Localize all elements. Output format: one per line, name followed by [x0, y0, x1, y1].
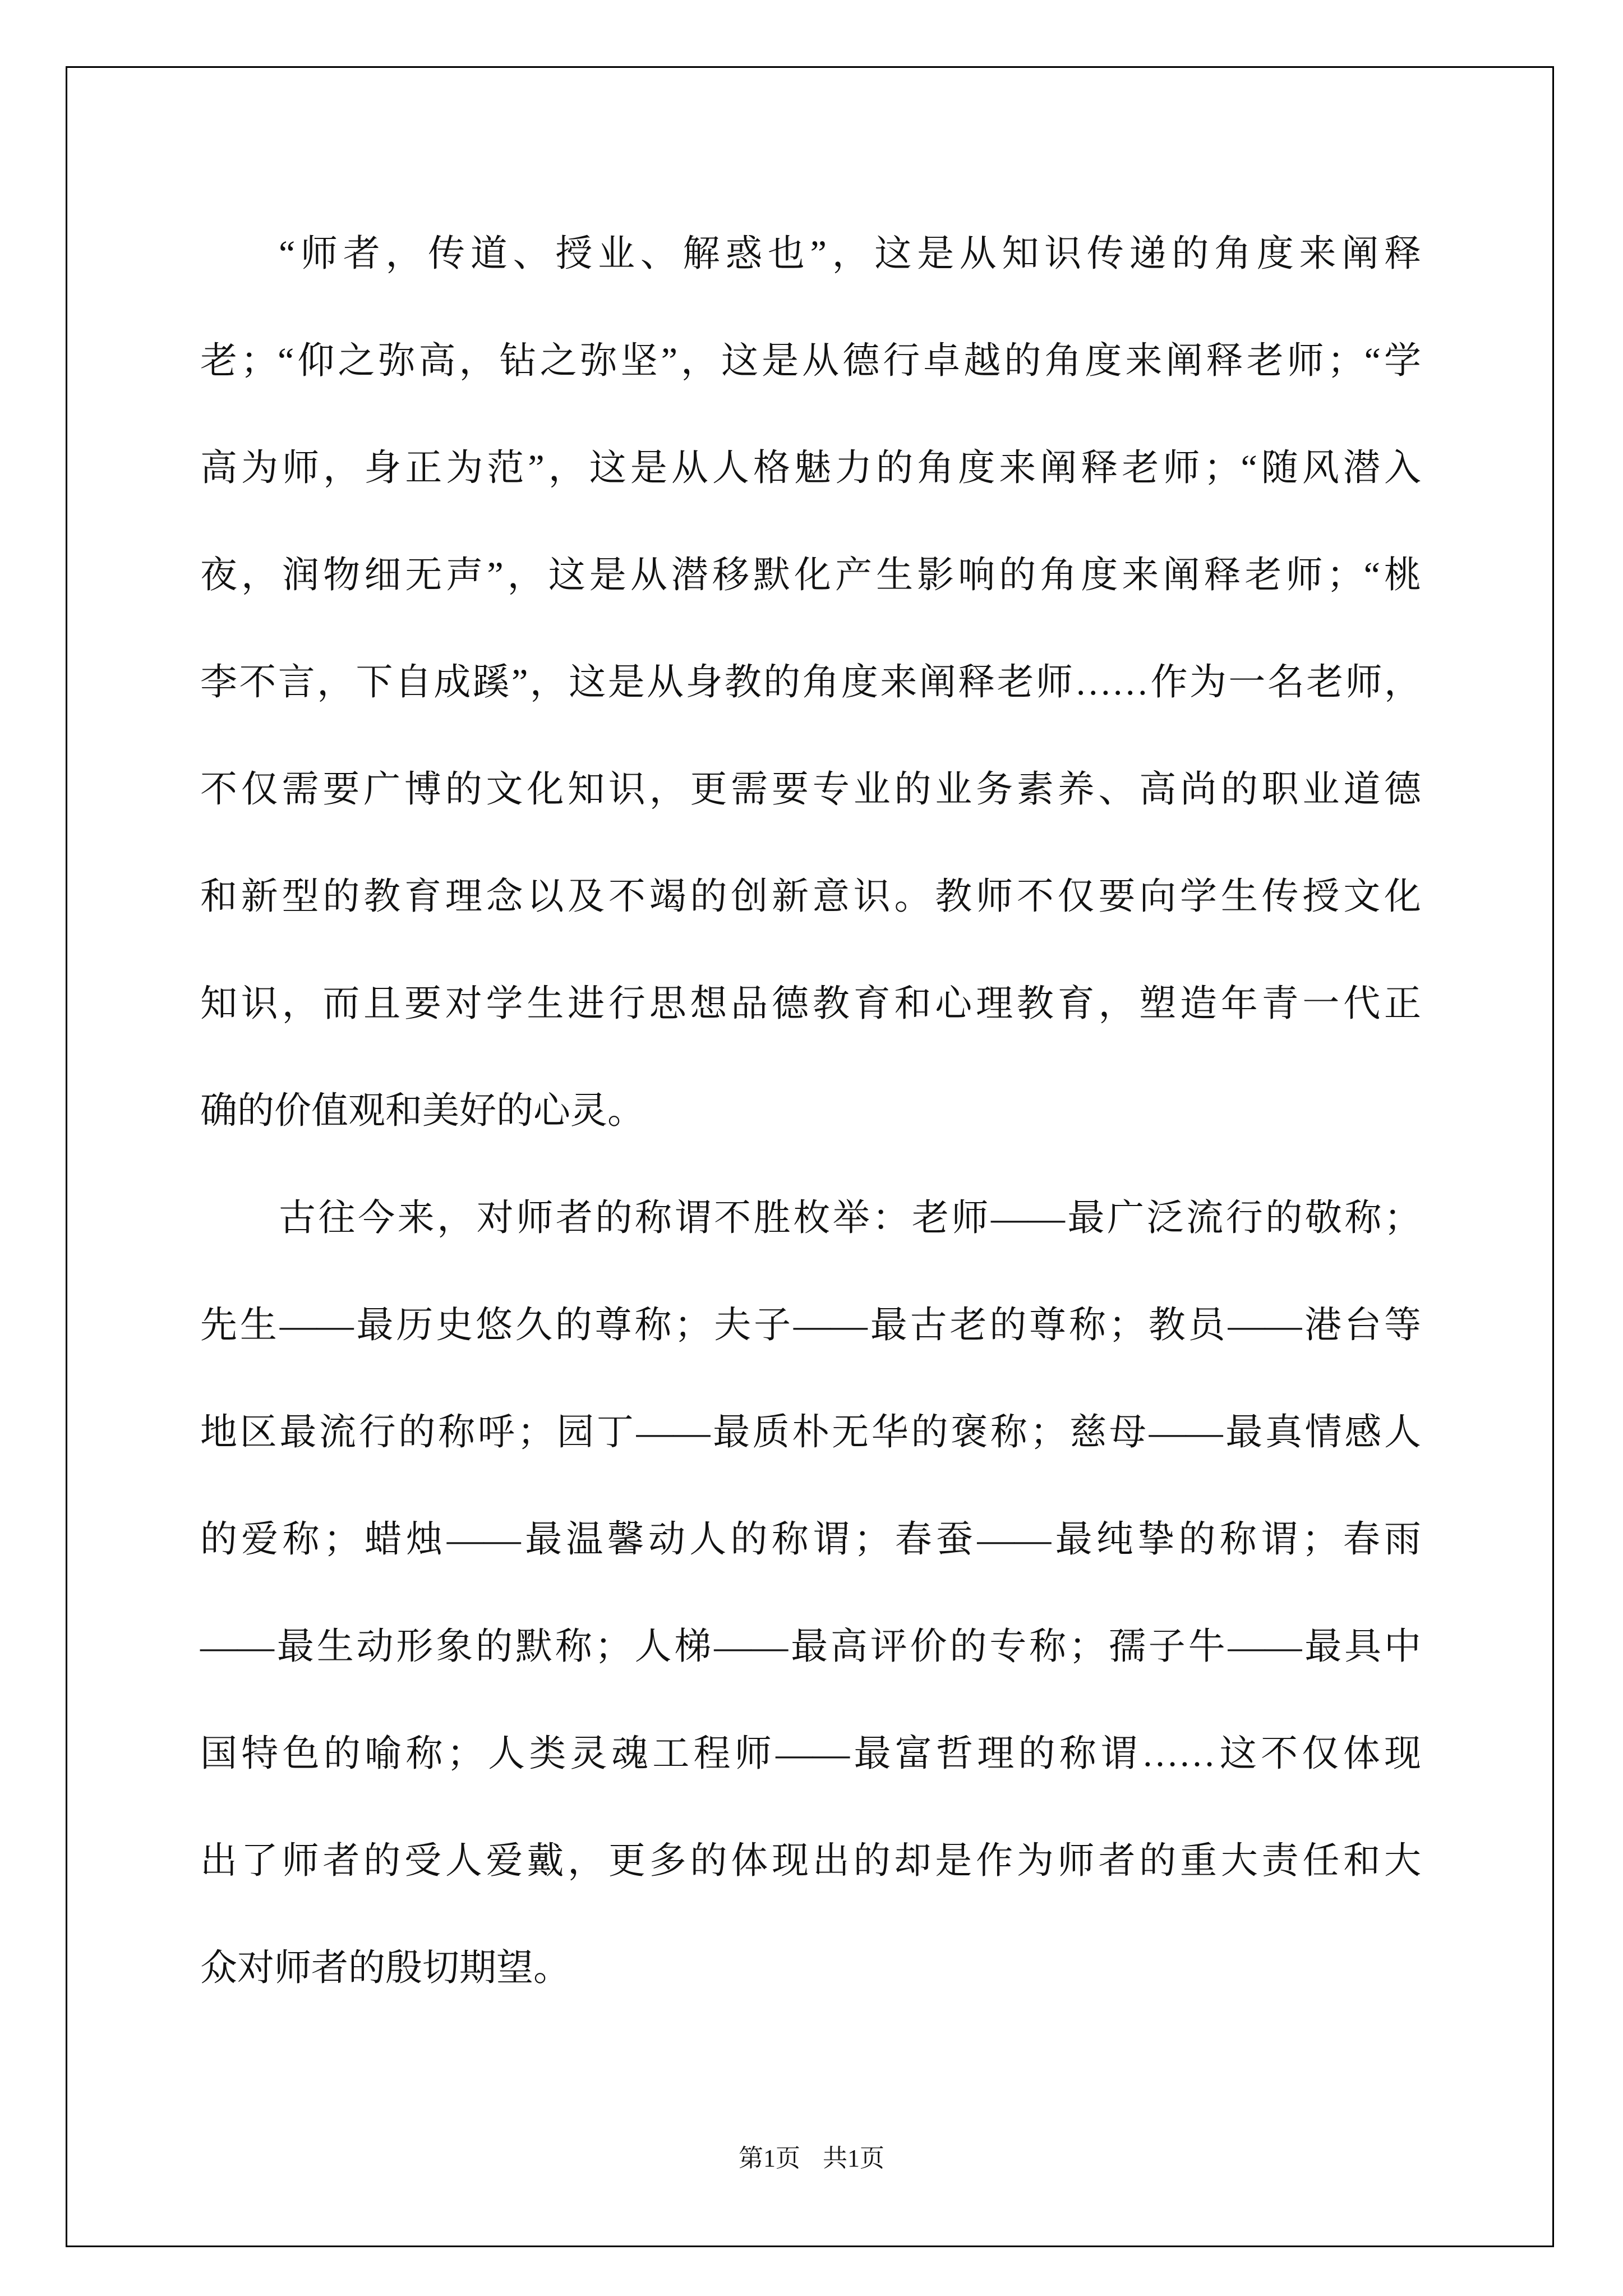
- text-line: 不仅需要广博的文化知识，更需要专业的业务素养、高尚的职业道德: [200, 769, 1421, 810]
- text-line: 老；“仰之弥高，钻之弥坚”，这是从德行卓越的角度来阐释老师；“学: [200, 341, 1421, 381]
- paragraph: [200, 200, 1421, 1165]
- text-line: 李不言，下自成蹊”，这是从身教的角度来阐释老师……作为一名老师，: [200, 662, 1421, 703]
- current-page-label: 第1页: [739, 2145, 800, 2172]
- page-footer: [0, 2142, 1623, 2175]
- text-line: 先生——最历史悠久的尊称；夫子——最古老的尊称；教员——港台等: [200, 1305, 1421, 1346]
- text-line: 地区最流行的称呼；园丁——最质朴无华的褒称；慈母——最真情感人: [200, 1412, 1421, 1453]
- text-line: “师者，传道、授业、解惑也”，这是从知识传递的角度来阐释: [279, 233, 1421, 274]
- text-line: 高为师，身正为范”，这是从人格魅力的角度来阐释老师；“随风潜入: [200, 448, 1421, 489]
- text-line: 众对师者的殷切期望。: [200, 1948, 570, 1989]
- document-body: [200, 200, 1421, 2022]
- text-line: 国特色的喻称；人类灵魂工程师——最富哲理的称谓……这不仅体现: [200, 1733, 1421, 1774]
- text-line: 出了师者的受人爱戴，更多的体现出的却是作为师者的重大责任和大: [200, 1841, 1421, 1881]
- total-pages-label: 共1页: [823, 2145, 884, 2172]
- text-line: 和新型的教育理念以及不竭的创新意识。教师不仅要向学生传授文化: [200, 876, 1421, 917]
- text-line: 夜，润物细无声”，这是从潜移默化产生影响的角度来阐释老师；“桃: [200, 555, 1421, 596]
- text-line: ——最生动形象的默称；人梯——最高评价的专称；孺子牛——最具中: [200, 1626, 1421, 1667]
- text-line: 古往今来，对师者的称谓不胜枚举：老师——最广泛流行的敬称；: [279, 1198, 1421, 1239]
- text-line: 知识，而且要对学生进行思想品德教育和心理教育，塑造年青一代正: [200, 983, 1421, 1024]
- text-line: 的爱称；蜡烛——最温馨动人的称谓；春蚕——最纯挚的称谓；春雨: [200, 1519, 1421, 1560]
- paragraph: [200, 1165, 1421, 2022]
- text-line: 确的价值观和美好的心灵。: [200, 1091, 644, 1131]
